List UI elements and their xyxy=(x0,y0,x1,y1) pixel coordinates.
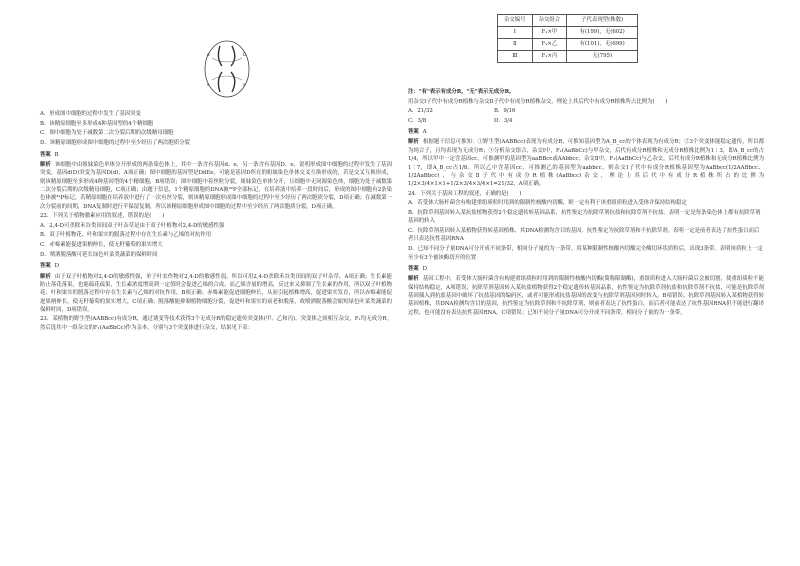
q21-option-b: B．该精原细胞至多形成4种基因型的4个精细胞 xyxy=(40,120,154,127)
q22-option-d: D．喷洒脱落酸可延长绿色叶菜类蔬菜的保鲜时间 xyxy=(40,251,158,258)
q22-answer-label: 答案 xyxy=(40,263,51,270)
table-note: 注："有"表示有成分R，"无"表示无成分R。 xyxy=(408,89,515,95)
q23-answer-value: A xyxy=(422,129,427,136)
q21-answer-line xyxy=(40,151,392,159)
q21-option-c: C．图中细胞为处于减数第二次分裂后期的次级精母细胞 xyxy=(40,130,174,137)
q24-option-d: D．已知不同分子量DNA可分开成不同条带，相同分子量的为一条带。用某种限制性核酸内切酶完全酶切环状质粒后，出现3条带。表明该质粒上一定至少有3个被该酶切开的位置 xyxy=(408,246,763,261)
q22-analysis-text: 由于双子叶植物对2,4-D的敏感性强，单子叶农作物对2,4-D的敏感性弱，所以可用2,4-D杀除禾谷类田间的双子叶杂草，A项正确；生长素能防止落花落果，也能疏花疏果，生长素浓度增高到一定值时会促进乙烯的合成，而乙烯含量的增高，反过来又抑制了生长素的作用，所以双子叶植物花、叶和果实的脱落过程中存在生长素与乙烯的对抗作用，B项正确；赤霉素能促进细胞伸长，从而引起植株增高，促进果实发育，所以赤霉素能促进果柄伸长，使无籽葡萄的果实增大，C项正确；脱落酸能抑制植物细胞分裂，促进叶和果实的衰老和脱落，故喷洒脱落酸会缩短绿色叶菜类蔬菜的保鲜时间，D项错误。 xyxy=(40,273,392,313)
q24-option-c: C．抗除草剂基因转入某植物获得转基因植株，其DNA检测均含目的基因，抗性鉴定为抗除草剂和不抗除草剂。表明一定是前者表达了抗性蛋白而后者只表达抗性基因RNA xyxy=(408,228,760,243)
gene-label-e2: e xyxy=(243,82,246,87)
q24-answer-value: D xyxy=(422,265,427,272)
q24-answer-label: 答案 xyxy=(408,265,419,272)
q23-answer-line xyxy=(408,128,764,136)
q23-option-d: D．3/4 xyxy=(494,117,513,124)
q22-option-c: C．赤霉素能促进果柄伸长，使无籽葡萄的果实增大 xyxy=(40,242,163,249)
table-cell: 有(101)，无(699) xyxy=(567,39,638,51)
table-header-cell: 杂交组合 xyxy=(532,15,567,27)
table-cell: 无(795) xyxy=(567,51,638,63)
q23-question: 用杂交Ⅰ子代中有成分R植株与杂交Ⅱ子代中有成分R植株杂交，理论上其后代中有成分R植株所占比例为( ) xyxy=(408,98,668,105)
q24-answer-line xyxy=(408,265,764,273)
q22-answer-line xyxy=(40,262,392,270)
q22-analysis xyxy=(40,273,392,315)
right-column xyxy=(408,88,764,318)
q21-answer-label: 答案 xyxy=(40,151,51,158)
q24-stem: 24．下列关于基因工程的叙述，正确的是( ) xyxy=(408,190,522,197)
q21-answer-value: B xyxy=(54,151,59,158)
gene-label-D: D xyxy=(243,52,247,57)
q21-option-d: D．该精原细胞形成图中细胞的过程中至少经历了两次胞质分裂 xyxy=(40,140,190,147)
q22-analysis-label: 解析 xyxy=(40,273,51,280)
q23-options-row-2 xyxy=(408,117,764,125)
q24-analysis-text: 基因工程中，若受体大肠杆菌含有构建重组质粒时用到的限制性核酸内切酶(简称限制酶)，重组质粒进入大肠杆菌后会被切割，使重组质粒不能保持结构稳定，A项错误；抗除草剂基因转入某抗盐植物获得2个稳定遗传转基因品系，抗性鉴定为抗除草剂抗盐和抗除草剂不抗盐，可能是抗除草剂基因插入到抗盐基因中破坏了抗盐基因的编码区，或者可能形成抗盐基因的改变与抗除草剂基因同时转入，B项错误；抗除草剂基因转入某植物获得转基因植株，其DNA检测均含目的基因，抗性鉴定为抗除草剂和不抗除草剂，则前者表达了抗性蛋白，而后者可能表达了抗性基因RNA但不能进行翻译过程，也可能没有表达抗性基因RNA，C项错误；已知不同分子量DNA可分开成不同条带，相同分子量的为一条带。 xyxy=(408,276,764,316)
table-cell: Ⅱ xyxy=(498,39,533,51)
q23-option-b: B．9/16 xyxy=(494,108,516,115)
q23-analysis-label: 解析 xyxy=(408,139,419,146)
table-cell: F₁×乙 xyxy=(532,39,567,51)
q24-option-b: B．抗除草剂基因转入某抗盐植物获得2个稳定遗传转基因品系，抗性鉴定为抗除草剂抗盐和抗除草剂不抗盐。表明一定是每条染色体上都有抗除草剂基因的转入 xyxy=(408,210,761,225)
q23-options-row xyxy=(408,107,764,115)
q24-analysis-label: 解析 xyxy=(408,276,419,283)
q23-stem: 23．某植物的野生型(AABBcc)有成分R，通过诱变等技术获得3个无成分R的稳定遗传突变体(甲、乙和丙)。突变体之间相互杂交，F₁均无成分R。然后选其中一组杂交的F₁(AaBbCc)作为亲本，分别与3个突变体进行杂交，结果见下表： xyxy=(40,316,392,331)
q22-option-b: B．双子叶植物花、叶和果实的脱落过程中存在生长素与乙烯的对抗作用 xyxy=(40,232,212,239)
table-cell: Ⅰ xyxy=(498,27,533,39)
q22-stem: 22．下列关于植物激素应用的叙述，错误的是( ) xyxy=(40,213,165,220)
cross-results-table xyxy=(497,14,638,63)
q24-analysis xyxy=(408,275,764,317)
q23-analysis-text: 根据题干信息可推知：①野生型(AABBcc)表现为有成分R，可推知基因型为A_B_cc的个体表现为有成分R；②3个突变体能稳定遗传，所以都为纯合子，且均表现为无成分R；③分析杂交组合，杂交Ⅰ中，F₁(AaBbCc)与甲杂交，后代有成分R植株和无成分R植株比例为1∶3，即A_B_cc的占1/4，所以甲中一定含基因cc，可推测甲的基因型为aaBBcc或AAbbcc；杂交Ⅱ中，F₁(AaBbCc)与乙杂交，后代有成分R植株和无成分R植株比例为1∶7，即A_B_cc占1/8，所以乙中含基因cc，可推测乙的基因型为aabbcc，则杂交Ⅰ子代中有成分R植株基因型为AaBbcc(1/2AABbcc、1/2AaBbcc)，与杂交Ⅱ子代中有成分R植株(AaBbcc)杂交，理论上其后代中有成分R植株所占的比例为1/2×3/4×1×1+1/2×3/4×3/4×1=21/32，A项正确。 xyxy=(408,139,764,188)
table-header-cell: 子代表现型(株数) xyxy=(567,15,638,27)
q24-option-a: A．若受体大肠杆菌含有构建重组质粒时用到的限制性核酸内切酶，则一定有利于该重组质粒进入受体并保持结构稳定 xyxy=(408,200,687,207)
q22-option-a: A．2,4-D可杀除禾谷类田间双子叶杂草是由于双子叶植物对2,4-D的敏感性强 xyxy=(40,222,225,229)
table-cell: F₁×丙 xyxy=(532,51,567,63)
cell-division-figure xyxy=(198,36,256,102)
q21-analysis-text: 该细胞中由姐妹染色单体分开形成的两条染色体上，其中一条含有基因d、e，另一条含有基因D、e，说明形成图中细胞的过程中发生了基因突变，基因d(D)突变为基因D(d)，A项正确；图中细胞的基因型是DdEe，可能是基因D所在的姐妹染色单体交叉互换形成的，若是交叉互换形成，则该精原细胞至多形成4种基因型的4个精细胞，B项错误；图中细胞中着丝粒分裂，姐妹染色单体分开，且细胞中无同源染色体，细胞为处于减数第二次分裂后期的次级精母细胞，C项正确；由题干信息，1个精原细胞的DNA被³²P全部标记，在培养液中培养一段时间后，形成的图中细胞有2条染色体被³²P标记，若精原细胞在培养液中进行了一次有丝分裂，则该精原细胞形成图中细胞的过程中至少经历了两次胞质分裂，D项正确；在减数第一次分裂前的间期，DNA复制时进行半保留复制，所以该精原细胞形成图中细胞的过程中至少经历了两次胞质分裂。D项正确。 xyxy=(40,161,392,210)
left-column xyxy=(40,110,392,333)
q23-option-a: A．21/32 xyxy=(408,108,433,115)
q23-answer-label: 答案 xyxy=(408,129,419,136)
table-cell: Ⅲ xyxy=(498,51,533,63)
gene-label-e1: e xyxy=(207,82,210,87)
q21-analysis xyxy=(40,161,392,211)
q21-analysis-label: 解析 xyxy=(40,161,51,168)
table-row xyxy=(498,39,638,51)
table-row xyxy=(498,27,638,39)
q23-option-c: C．3/8 xyxy=(408,117,427,124)
table-cell: F₁×甲 xyxy=(532,27,567,39)
gene-label-d: d xyxy=(207,52,210,57)
table-header-row xyxy=(498,15,638,27)
q22-answer-value: D xyxy=(54,263,59,270)
table-cell: 有(199)，无(602) xyxy=(567,27,638,39)
table-header-cell: 杂交编号 xyxy=(498,15,533,27)
q23-analysis xyxy=(408,138,764,188)
q21-option-a: A．形成图中细胞的过程中发生了基因突变 xyxy=(40,111,141,117)
table-row xyxy=(498,51,638,63)
